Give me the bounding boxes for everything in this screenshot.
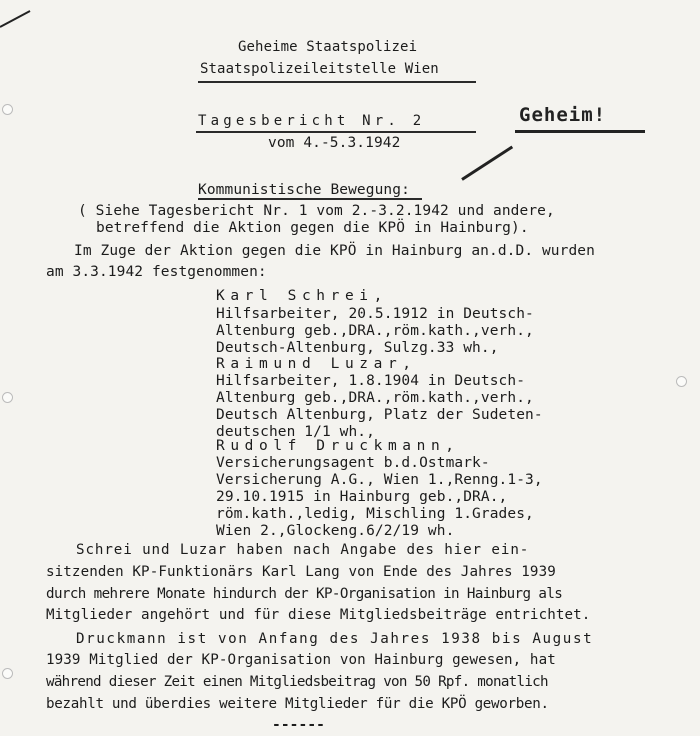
report-date: vom 4.-5.3.1942	[268, 135, 401, 151]
section-heading: Kommunistische Bewegung:	[198, 182, 410, 198]
body-line: Druckmann ist von Anfang des Jahres 1938 bis August	[76, 631, 594, 647]
person-detail: röm.kath.,ledig, Mischling 1.Grades,	[216, 506, 534, 522]
office-name: Staatspolizeileitstelle Wien	[200, 61, 439, 77]
person-detail: Versicherung A.G., Wien 1.,Renng.1-3,	[216, 472, 543, 488]
punch-hole-icon	[676, 376, 687, 387]
pencil-mark-icon	[461, 146, 513, 181]
punch-hole-icon	[2, 104, 13, 115]
secret-stamp: Geheim!	[519, 104, 607, 126]
closing-separator: ------	[272, 717, 325, 733]
body-line: 1939 Mitglied der KP-Organisation von Hainburg gewesen, hat	[46, 652, 556, 668]
body-line: bezahlt und überdies weitere Mitglieder für die KPÖ geworben.	[46, 696, 549, 712]
body-line: Schrei und Luzar haben nach Angabe des hier ein-	[76, 542, 530, 558]
person-name: Raimund Luzar,	[216, 356, 417, 372]
report-title-underline	[196, 131, 476, 133]
pencil-mark-icon	[0, 10, 30, 28]
agency-name: Geheime Staatspolizei	[238, 39, 418, 55]
reference-line: ( Siehe Tagesbericht Nr. 1 vom 2.-3.2.1942 und andere,	[78, 203, 555, 219]
intro-line: am 3.3.1942 festgenommen:	[46, 264, 267, 280]
person-detail: 29.10.1915 in Hainburg geb.,DRA.,	[216, 489, 508, 505]
body-line: während dieser Zeit einen Mitgliedsbeitrag von 50 Rpf. monatlich	[46, 674, 548, 690]
body-line: Mitglieder angehört und für diese Mitgliedsbeiträge entrichtet.	[46, 607, 591, 623]
person-detail: Versicherungsagent b.d.Ostmark-	[216, 455, 490, 471]
person-detail: Altenburg geb.,DRA.,röm.kath.,verh.,	[216, 390, 534, 406]
person-detail: deutschen 1/1 wh.,	[216, 424, 375, 440]
intro-line: Im Zuge der Aktion gegen die KPÖ in Hainburg an.d.D. wurden	[74, 243, 595, 259]
person-detail: Wien 2.,Glockeng.6/2/19 wh.	[216, 523, 455, 539]
person-detail: Altenburg geb.,DRA.,röm.kath.,verh.,	[216, 323, 534, 339]
body-line: durch mehrere Monate hindurch der KP-Organisation in Hainburg als	[46, 586, 563, 602]
reference-line: betreffend die Aktion gegen die KPÖ in Hainburg).	[96, 220, 529, 236]
person-detail: Deutsch-Altenburg, Sulzg.33 wh.,	[216, 340, 499, 356]
punch-hole-icon	[2, 392, 13, 403]
person-name: Rudolf Druckmann,	[216, 438, 460, 454]
punch-hole-icon	[2, 668, 13, 679]
person-detail: Hilfsarbeiter, 20.5.1912 in Deutsch-	[216, 306, 534, 322]
header-underline	[198, 81, 476, 83]
person-name: Karl Schrei,	[216, 288, 388, 304]
section-heading-underline	[198, 198, 422, 200]
body-line: sitzenden KP-Funktionärs Karl Lang von Ende des Jahres 1939	[46, 564, 556, 580]
person-detail: Hilfsarbeiter, 1.8.1904 in Deutsch-	[216, 373, 526, 389]
report-title: Tagesbericht Nr. 2	[198, 113, 426, 129]
person-detail: Deutsch Altenburg, Platz der Sudeten-	[216, 407, 543, 423]
stamp-underline	[515, 130, 645, 133]
